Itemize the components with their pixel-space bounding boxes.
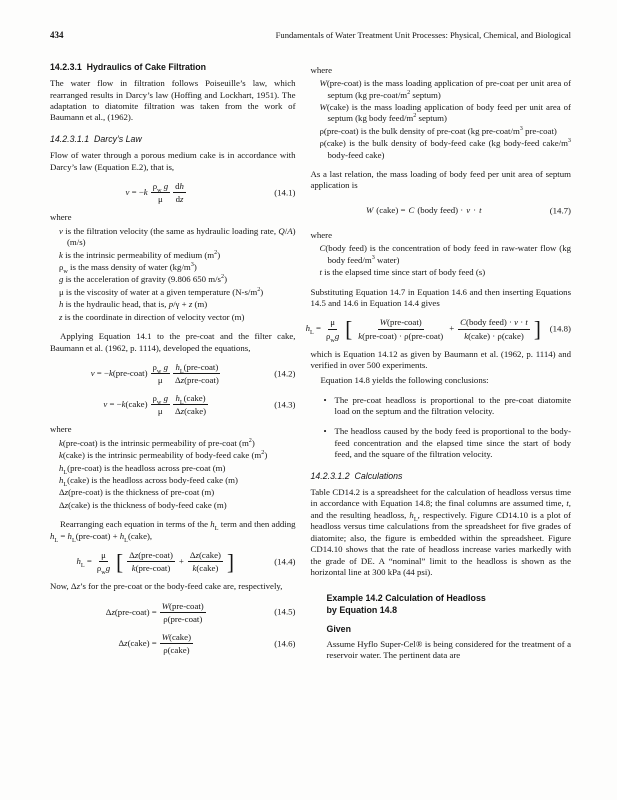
definition-item: t is the elapsed time since start of body feed (s) xyxy=(319,267,486,278)
definition-item: W(cake) is the mass loading application of body feed per unit area of septum (kg body feed/$m^2$ septum) xyxy=(319,101,571,124)
fraction xyxy=(173,393,208,416)
numerator: Δz(pre-coat) xyxy=(127,550,175,562)
numerator: $\rho_w$ g xyxy=(152,181,169,194)
numerator: C(body feed) · v · t xyxy=(458,317,530,329)
section-heading: 14.2.3.1 Hydraulics of Cake Filtration xyxy=(50,61,206,72)
denominator: k(pre-coat) · ρ(pre-coat) xyxy=(358,330,444,341)
left-column xyxy=(50,62,296,665)
definition-item: z is the coordinate in direction of velocity vector (m) xyxy=(59,311,245,322)
equation-number: (14.6) xyxy=(274,637,296,648)
where-label: where xyxy=(50,424,72,435)
denominator: Δz(cake) xyxy=(174,406,207,417)
equation-lhs: v = −k(pre-coat) xyxy=(90,367,148,378)
definition-list xyxy=(50,438,296,512)
equation-lhs: v = −k xyxy=(125,186,148,197)
definition-item: ρ(pre-coat) is the bulk density of pre-coat (kg pre-$coat/m^3$ pre-coat) xyxy=(319,125,557,136)
definition-item: $h_L(cake)$ is the headloss across body-feed cake (m) xyxy=(59,475,238,488)
right-column xyxy=(305,62,572,665)
denominator: $\rho_wg$ xyxy=(96,563,111,577)
definition-item: $\rho_w$ is the mass density of water $(kg/m^3)$ xyxy=(59,261,197,275)
bullet-item: • The headloss caused by the body feed is proportional to the body-feed concentration and the elapsed time since the start of body feed, and the square of the filtration velocity. xyxy=(324,426,572,460)
denominator: μ xyxy=(158,194,163,205)
equation-body xyxy=(106,601,206,624)
equation-body xyxy=(91,362,221,385)
where-label: where xyxy=(310,64,332,75)
paragraph: Applying Equation 14.1 to the pre-coat and the filter cake, Baumann et al. (1962, p. 1114), developed the equations, xyxy=(50,331,296,353)
numerator: W(pre-coat) xyxy=(160,601,206,613)
numerator: W(pre-coat) xyxy=(378,317,424,329)
equation-body xyxy=(126,181,186,204)
equation-number: (14.7) xyxy=(549,205,571,216)
fraction xyxy=(458,317,530,340)
denominator: Δz(pre-coat) xyxy=(174,375,219,386)
definition-item: ρ(cake) is the bulk density of body-feed cake (kg body-feed cake/$m^3$ body-feed cake) xyxy=(319,138,571,160)
equation-body: $h_L$ = $\frac{\mu}{\rho_wg}$ [ $\frac{\text{W(pre-coat)}}{\text{k(pre-coat) · ρ(pre-coat)}}$ + $\frac{\text{C(body feed) · v · t}}{\text{k(cake) · ρ(cake)}}$ ] xyxy=(305,316,541,344)
equation-lhs: $h_L$ = xyxy=(305,323,321,337)
definition-item: g is the acceleration of gravity (9.806 650 $m/s^2$) xyxy=(59,274,227,285)
paragraph: Table CD14.2 is a spreadsheet for the calculation of headloss versus time in accordance with Equation 14.8; the final columns are assumed time, t, and the resulting headloss, $h_L$, respectively. Figure CD14.10 is a plot of headloss versus time calculations from the spreadsheet for five grades of diatomite; also, the figure is embedded within the spreadsheet. Figure CD14.10 shows that the rate of headloss increase varies markedly with the grade of DE. A “nominal” limit to the headloss is shown as the horizontal line at 300 kPa (44 psi). xyxy=(310,487,571,577)
where-label: where xyxy=(50,212,72,223)
denominator: μ xyxy=(157,375,163,386)
equation-number: (14.2) xyxy=(274,367,296,378)
definition-item: Δz(cake) is the thickness of body-feed cake (m) xyxy=(59,499,227,510)
denominator: ρ(cake) xyxy=(163,645,190,656)
example-heading: Example 14.2 Calculation of Headloss by Equation 14.8 xyxy=(326,593,486,616)
equation-14-2 xyxy=(50,362,296,385)
definition-item: $h_L(pre-coat)$ is the headloss across pre-coat (m) xyxy=(59,462,226,476)
definition-item: C(body feed) is the concentration of body feed in raw-water flow (kg body feed/$m^3$ water) xyxy=(319,243,571,265)
paragraph: Substituting Equation 14.7 in Equation 14.6 and then inserting Equations 14.5 and 14.6 in Equation 14.4 gives xyxy=(310,286,571,309)
numerator: $\rho_w$ g xyxy=(152,361,168,375)
example-block xyxy=(327,592,572,661)
equation-number: (14.1) xyxy=(274,186,296,197)
equation-14-3 xyxy=(50,393,296,416)
paragraph: Assume Hyflo Super-Cel® is being considered for the treatment of a reservoir water. The pertinent data are xyxy=(326,638,571,661)
paragraph: Flow of water through a porous medium cake is in accordance with Darcy’s law (Equation E.2), that is, xyxy=(50,150,296,172)
plus-sign: + xyxy=(178,556,184,567)
equation-number: (14.8) xyxy=(549,323,571,334)
numerator: Δz(cake) xyxy=(188,550,223,562)
fraction xyxy=(151,362,170,385)
denominator: dz xyxy=(175,194,184,205)
fraction xyxy=(356,317,445,340)
denominator: $\rho_wg$ xyxy=(325,330,340,344)
subsection-heading-calculations: 14.2.3.1.2 Calculations xyxy=(310,470,403,481)
paragraph: which is Equation 14.12 as given by Baumann et al. (1962, p. 1114) and verified in over 500 experiments. xyxy=(310,348,571,371)
fraction xyxy=(151,393,170,416)
numerator: $h_L(pre-coat)$ xyxy=(175,361,219,375)
paragraph: Rearranging each equation in terms of the $h_L$ term and then adding $h_L$ = $h_L(pre-coat)$ + $h_L(cake)$, xyxy=(50,519,296,544)
paragraph: Equation 14.8 yields the following conclusions: xyxy=(320,374,489,385)
fraction xyxy=(173,181,186,204)
paragraph: Now, Δz’s for the pre-coat or the body-feed cake are, respectively, xyxy=(50,581,283,592)
fraction xyxy=(151,181,170,204)
equation-number: (14.3) xyxy=(274,399,296,410)
subsection-heading-darcys-law: 14.2.3.1.1 Darcy’s Law xyxy=(50,133,142,144)
denominator: ρ(pre-coat) xyxy=(163,613,203,624)
given-label: Given xyxy=(326,624,351,635)
equation-body: $h_L$ = $\frac{\mu}{\rho_wg}$ [ $\frac{\text{Δz(pre-coat)}}{\text{k(pre-coat)}}$ + $\frac{\text{Δz(cake)}}{\text{k(cake)}}$ ] xyxy=(76,549,234,577)
fraction xyxy=(127,550,175,573)
denominator: k(cake) · ρ(cake) xyxy=(464,330,524,341)
definition-item: μ is the viscosity of water at a given temperature $(N-s/m^2)$ xyxy=(59,286,264,297)
equation-body xyxy=(118,632,193,655)
equation-14-8 xyxy=(305,316,572,344)
equation-body xyxy=(103,393,208,416)
definition-list xyxy=(311,243,572,278)
equation-lhs: $h_L$ = xyxy=(76,556,92,569)
equation-lhs: v = −k(cake) xyxy=(103,399,148,410)
equation-lhs: Δz(pre-coat) = xyxy=(105,606,157,617)
plus-sign: + xyxy=(449,323,455,334)
definition-item: k(cake) is the intrinsic permeability of body-feed cake $(m^2)$ xyxy=(59,450,268,461)
numerator: $\rho_w$ g xyxy=(152,393,168,406)
fraction xyxy=(324,317,341,344)
definition-item: k is the intrinsic permeability of medium $(m^2)$ xyxy=(59,249,221,260)
numerator: W(cake) xyxy=(160,632,193,644)
page-header xyxy=(50,30,571,42)
equation-number: (14.5) xyxy=(274,606,296,617)
numerator: $h_L(cake)$ xyxy=(175,393,206,406)
denominator: μ xyxy=(157,406,163,417)
equation-14-1 xyxy=(50,181,296,204)
numerator: dh xyxy=(173,181,186,193)
definition-item: k(pre-coat) is the intrinsic permeability of pre-coat $(m^2)$ xyxy=(59,437,255,448)
equation-lhs: Δz(cake) = xyxy=(118,637,157,648)
equation-14-6 xyxy=(50,632,296,655)
conclusion-bullet-list xyxy=(324,395,572,461)
where-label: where xyxy=(310,229,332,240)
numerator: μ xyxy=(328,317,337,329)
definition-item: v is the filtration velocity (the same as hydraulic loading rate, Q/A) (m/s) xyxy=(59,225,296,248)
fraction xyxy=(188,550,223,573)
equation-body: W (cake) = C (body feed) · v · t xyxy=(365,205,482,216)
equation-14-4 xyxy=(50,549,296,577)
fraction xyxy=(95,550,112,577)
numerator: μ xyxy=(99,550,108,562)
definition-item: h is the hydraulic head, that is, p/γ + z (m) xyxy=(59,299,208,310)
definition-item: Δz(pre-coat) is the thickness of pre-coat (m) xyxy=(59,487,215,498)
page-number: 434 xyxy=(50,30,64,40)
bullet-item: • The pre-coat headloss is proportional to the pre-coat diatomite load on the septum and the filtration velocity. xyxy=(324,395,572,418)
definition-list xyxy=(50,226,296,323)
denominator: k(cake) xyxy=(192,563,219,574)
two-column-layout xyxy=(50,62,571,665)
fraction xyxy=(160,632,193,655)
fraction xyxy=(173,362,221,385)
definition-item: W(pre-coat) is the mass loading application of pre-coat per unit area of septum (kg pre-$coat/m^2$ septum) xyxy=(319,78,571,100)
paragraph: The water flow in filtration follows Poiseuille’s law, which rearranged results in Darcy’s law (Hoffing and Lockhart, 1951). The adaptation to diatomite filtration was taken from the work of Baumann et al., (1962). xyxy=(50,78,296,123)
paragraph: As a last relation, the mass loading of body feed per unit area of septum application is xyxy=(310,169,571,191)
fraction xyxy=(160,601,206,624)
definition-list xyxy=(311,78,572,161)
equation-14-5 xyxy=(50,601,296,624)
equation-number: (14.4) xyxy=(274,556,296,567)
equation-14-7 xyxy=(311,200,572,222)
running-title: Fundamentals of Water Treatment Unit Processes: Physical, Chemical, and Biological xyxy=(275,30,571,40)
denominator: k(pre-coat) xyxy=(131,563,171,574)
